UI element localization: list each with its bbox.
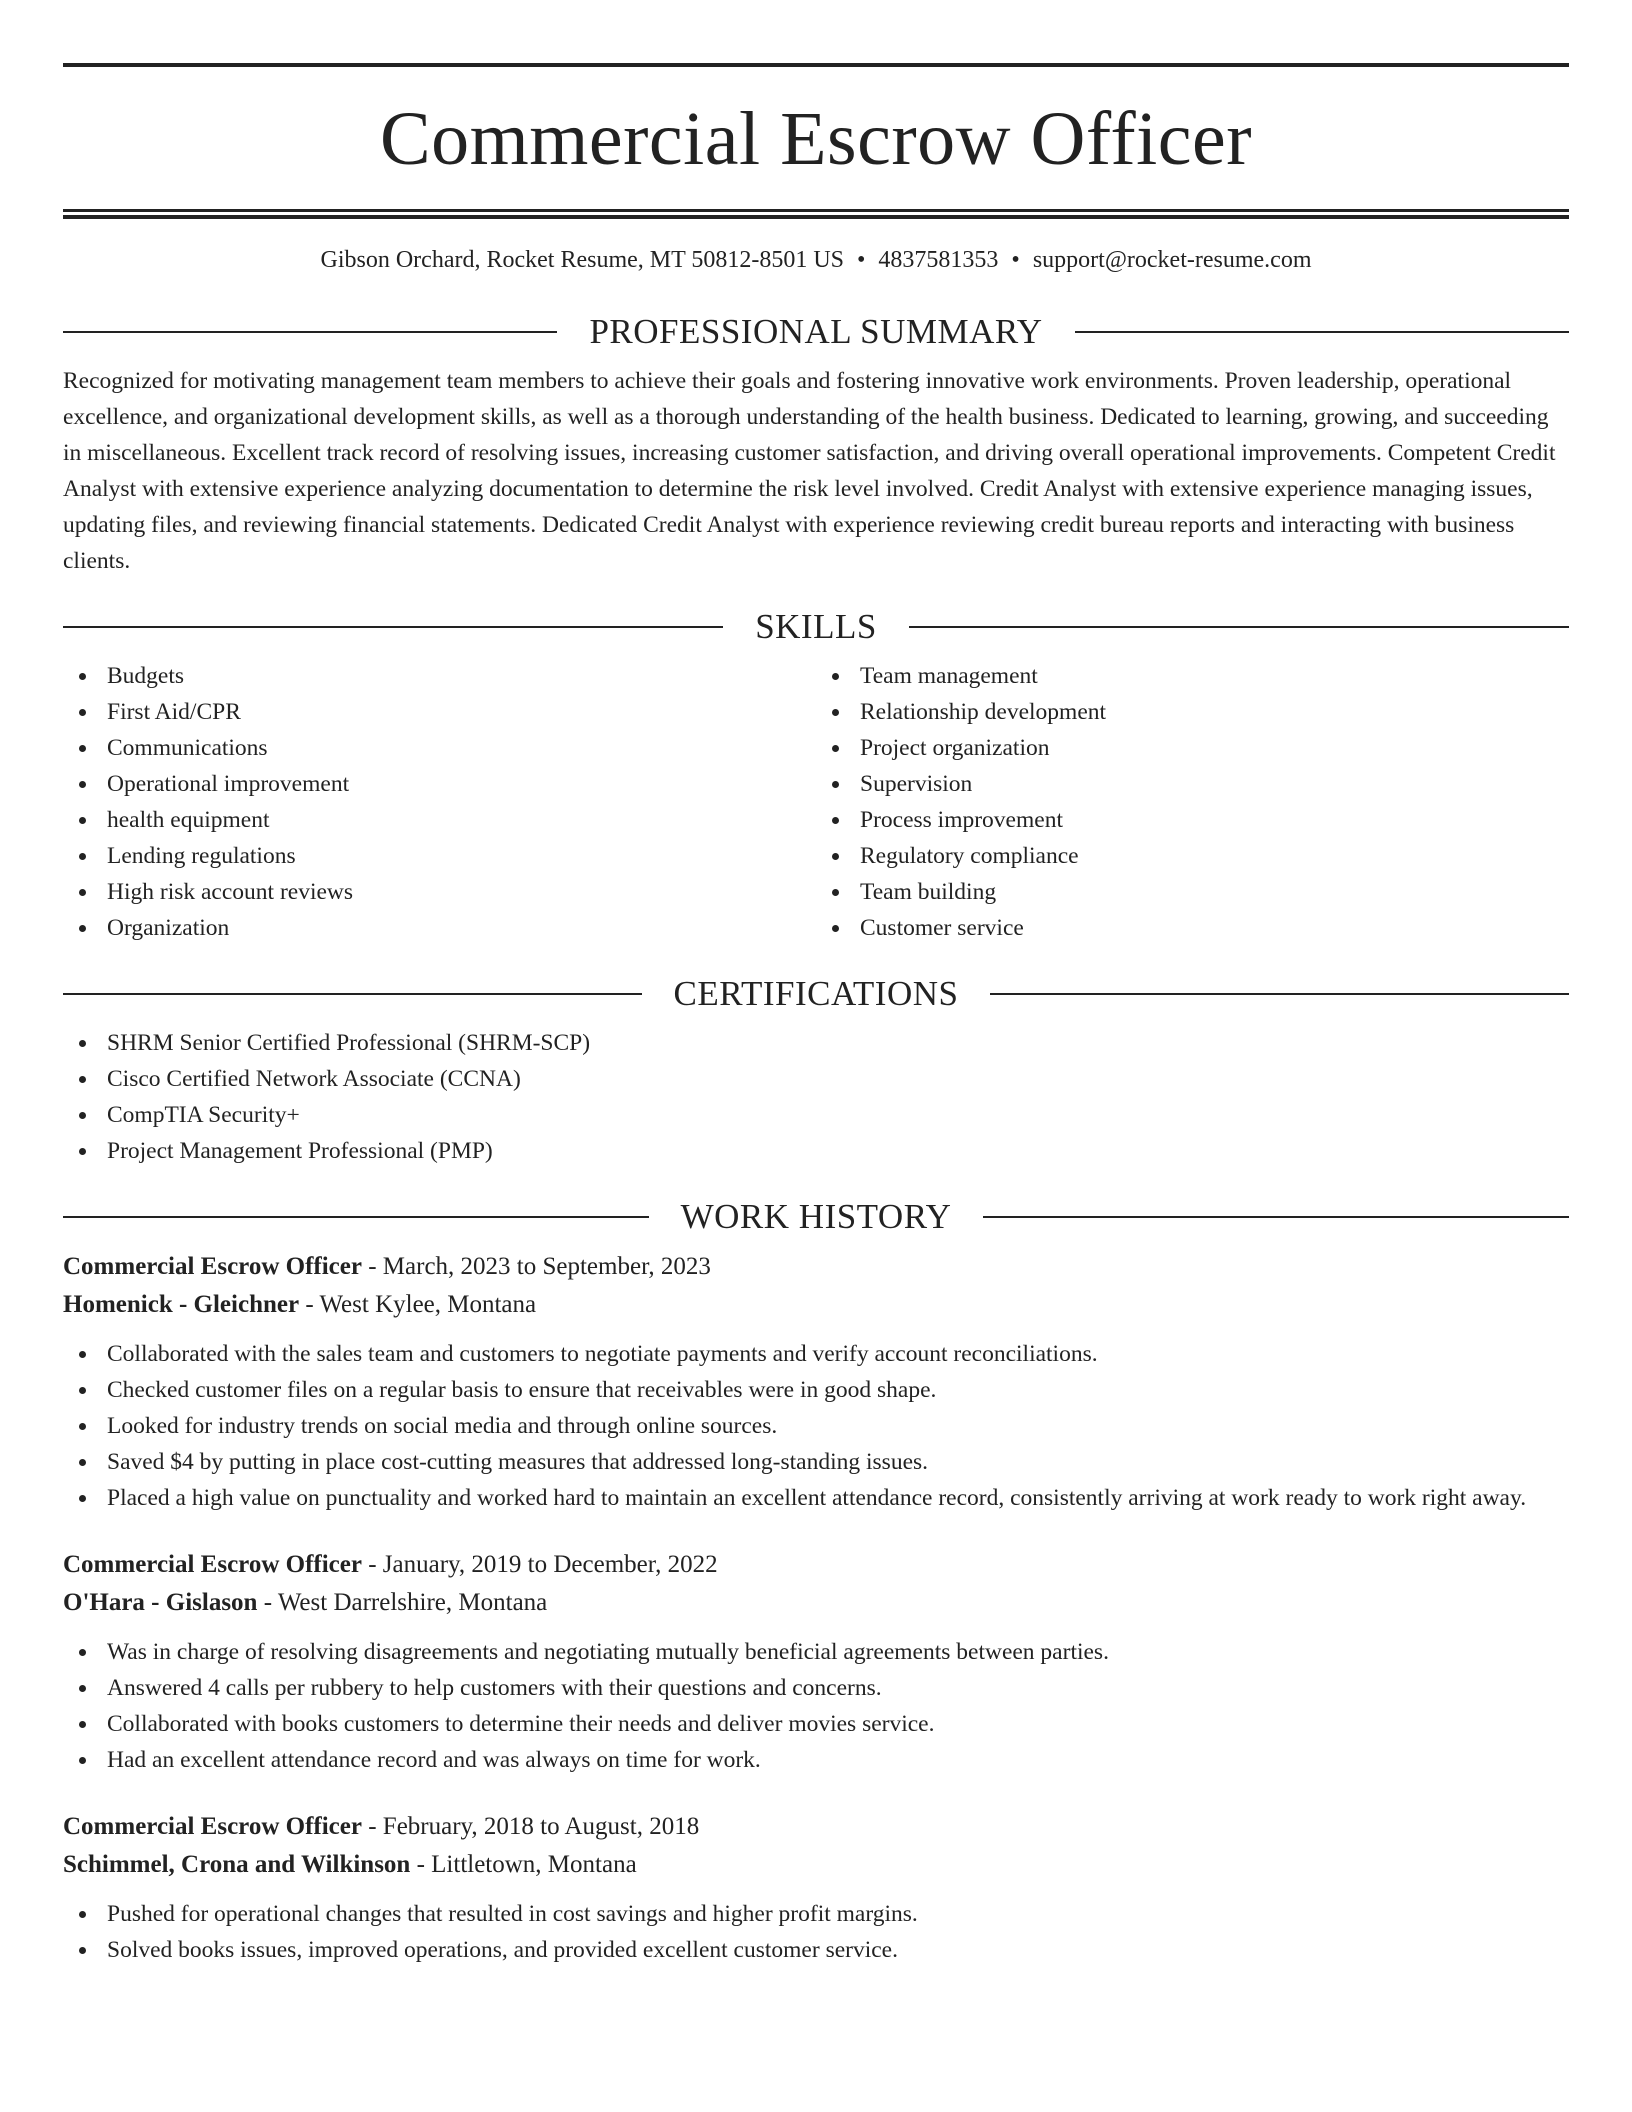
top-rule	[63, 63, 1569, 67]
skills-list	[63, 658, 1569, 946]
job-bullet: Saved $4 by putting in place cost-cutting measures that addressed long-standing issues.	[63, 1444, 1569, 1480]
certification-item: Cisco Certified Network Associate (CCNA)	[63, 1061, 1569, 1097]
job-role: Commercial Escrow Officer	[63, 1551, 362, 1579]
contact-separator: •	[857, 247, 866, 273]
job-company: Homenick - Gleichner	[63, 1291, 300, 1319]
certification-item: CompTIA Security+	[63, 1097, 1569, 1133]
skill-item: Supervision	[816, 766, 1569, 802]
job-role: Commercial Escrow Officer	[63, 1253, 362, 1281]
candidate-name: Commercial Escrow Officer	[379, 97, 1253, 181]
job-dates: - January, 2019 to December, 2022	[361, 1551, 718, 1579]
contact-email: support@rocket-resume.com	[1032, 247, 1312, 273]
job-company-line	[63, 1584, 1569, 1622]
skill-item: Communications	[63, 730, 816, 766]
contact-phone: 4837581353	[878, 247, 999, 273]
job-company: O'Hara - Gislason	[63, 1589, 258, 1617]
skills-column-right	[816, 658, 1569, 946]
heading-rule	[63, 626, 723, 628]
skill-item: Process improvement	[816, 802, 1569, 838]
heading-rule	[909, 626, 1569, 628]
job-company-line	[63, 1846, 1569, 1884]
work-history-title: WORK HISTORY	[680, 1197, 952, 1237]
job-entry	[63, 1546, 1569, 1778]
skill-item: Budgets	[63, 658, 816, 694]
skills-heading	[63, 607, 1569, 647]
job-bullet: Had an excellent attendance record and was always on time for work.	[63, 1742, 1569, 1778]
job-entry	[63, 1248, 1569, 1516]
contact-line	[63, 245, 1569, 276]
heading-rule	[63, 993, 642, 995]
skill-item: High risk account reviews	[63, 874, 816, 910]
contact-separator: •	[1011, 247, 1020, 273]
job-bullet: Collaborated with books customers to determine their needs and deliver movies service.	[63, 1706, 1569, 1742]
job-title-line	[63, 1808, 1569, 1846]
skills-column-left	[63, 658, 816, 946]
job-dates: - February, 2018 to August, 2018	[361, 1813, 700, 1841]
heading-rule	[1075, 331, 1569, 333]
skill-item: Regulatory compliance	[816, 838, 1569, 874]
job-bullet: Answered 4 calls per rubbery to help customers with their questions and concerns.	[63, 1670, 1569, 1706]
job-title-line	[63, 1546, 1569, 1584]
job-location: - Littletown, Montana	[410, 1851, 637, 1879]
work-history-heading	[63, 1197, 1569, 1237]
skill-item: Organization	[63, 910, 816, 946]
skill-item: First Aid/CPR	[63, 694, 816, 730]
skill-item: Relationship development	[816, 694, 1569, 730]
heading-rule	[983, 1216, 1569, 1218]
heading-rule	[63, 1216, 649, 1218]
skill-item: Team building	[816, 874, 1569, 910]
job-bullet: Solved books issues, improved operations, and provided excellent customer service.	[63, 1932, 1569, 1968]
summary-title: PROFESSIONAL SUMMARY	[589, 312, 1043, 352]
contact-address: Gibson Orchard, Rocket Resume, MT 50812-8501 US	[320, 247, 844, 273]
job-bullet: Checked customer files on a regular basis to ensure that receivables were in good shape.	[63, 1372, 1569, 1408]
skill-item: Project organization	[816, 730, 1569, 766]
heading-rule	[990, 993, 1569, 995]
certifications-heading	[63, 974, 1569, 1014]
job-bullet: Was in charge of resolving disagreements and negotiating mutually beneficial agreements between parties.	[63, 1634, 1569, 1670]
job-bullets	[63, 1896, 1569, 1968]
job-bullet: Pushed for operational changes that resulted in cost savings and higher profit margins.	[63, 1896, 1569, 1932]
job-company-line	[63, 1286, 1569, 1324]
summary-text: Recognized for motivating management team members to achieve their goals and fostering innovative work environments. Proven leadership, operational excellence, and organizational development skills, as well as a thorough understanding of the health business. Dedicated to learning, growing, and succeeding in miscellaneous. Excellent track record of resolving issues, increasing customer satisfaction, and driving overall operational improvements. Competent Credit Analyst with extensive experience analyzing documentation to determine the risk level involved. Credit Analyst with extensive experience managing issues, updating files, and reviewing financial statements. Dedicated Credit Analyst with experience reviewing credit bureau reports and interacting with business clients.	[63, 368, 1556, 575]
skill-item: Customer service	[816, 910, 1569, 946]
certification-item: SHRM Senior Certified Professional (SHRM-SCP)	[63, 1025, 1569, 1061]
job-company: Schimmel, Crona and Wilkinson	[63, 1851, 411, 1879]
skills-title: SKILLS	[755, 607, 877, 647]
job-entry	[63, 1808, 1569, 1968]
certifications-list	[63, 1025, 1569, 1169]
job-bullet: Collaborated with the sales team and customers to negotiate payments and verify account reconciliations.	[63, 1336, 1569, 1372]
skill-item: Team management	[816, 658, 1569, 694]
job-location: - West Kylee, Montana	[299, 1291, 537, 1319]
summary-heading	[63, 312, 1569, 352]
job-dates: - March, 2023 to September, 2023	[361, 1253, 711, 1281]
certifications-title: CERTIFICATIONS	[673, 974, 959, 1014]
name-double-rule	[63, 209, 1569, 219]
job-location: - West Darrelshire, Montana	[257, 1589, 548, 1617]
heading-rule	[63, 331, 557, 333]
job-role: Commercial Escrow Officer	[63, 1813, 362, 1841]
skill-item: health equipment	[63, 802, 816, 838]
job-title-line	[63, 1248, 1569, 1286]
job-bullet: Looked for industry trends on social media and through online sources.	[63, 1408, 1569, 1444]
job-bullets	[63, 1634, 1569, 1778]
certification-item: Project Management Professional (PMP)	[63, 1133, 1569, 1169]
job-bullets	[63, 1336, 1569, 1516]
skill-item: Operational improvement	[63, 766, 816, 802]
job-bullet: Placed a high value on punctuality and worked hard to maintain an excellent attendance record, consistently arriving at work ready to work right away.	[63, 1480, 1569, 1516]
skill-item: Lending regulations	[63, 838, 816, 874]
